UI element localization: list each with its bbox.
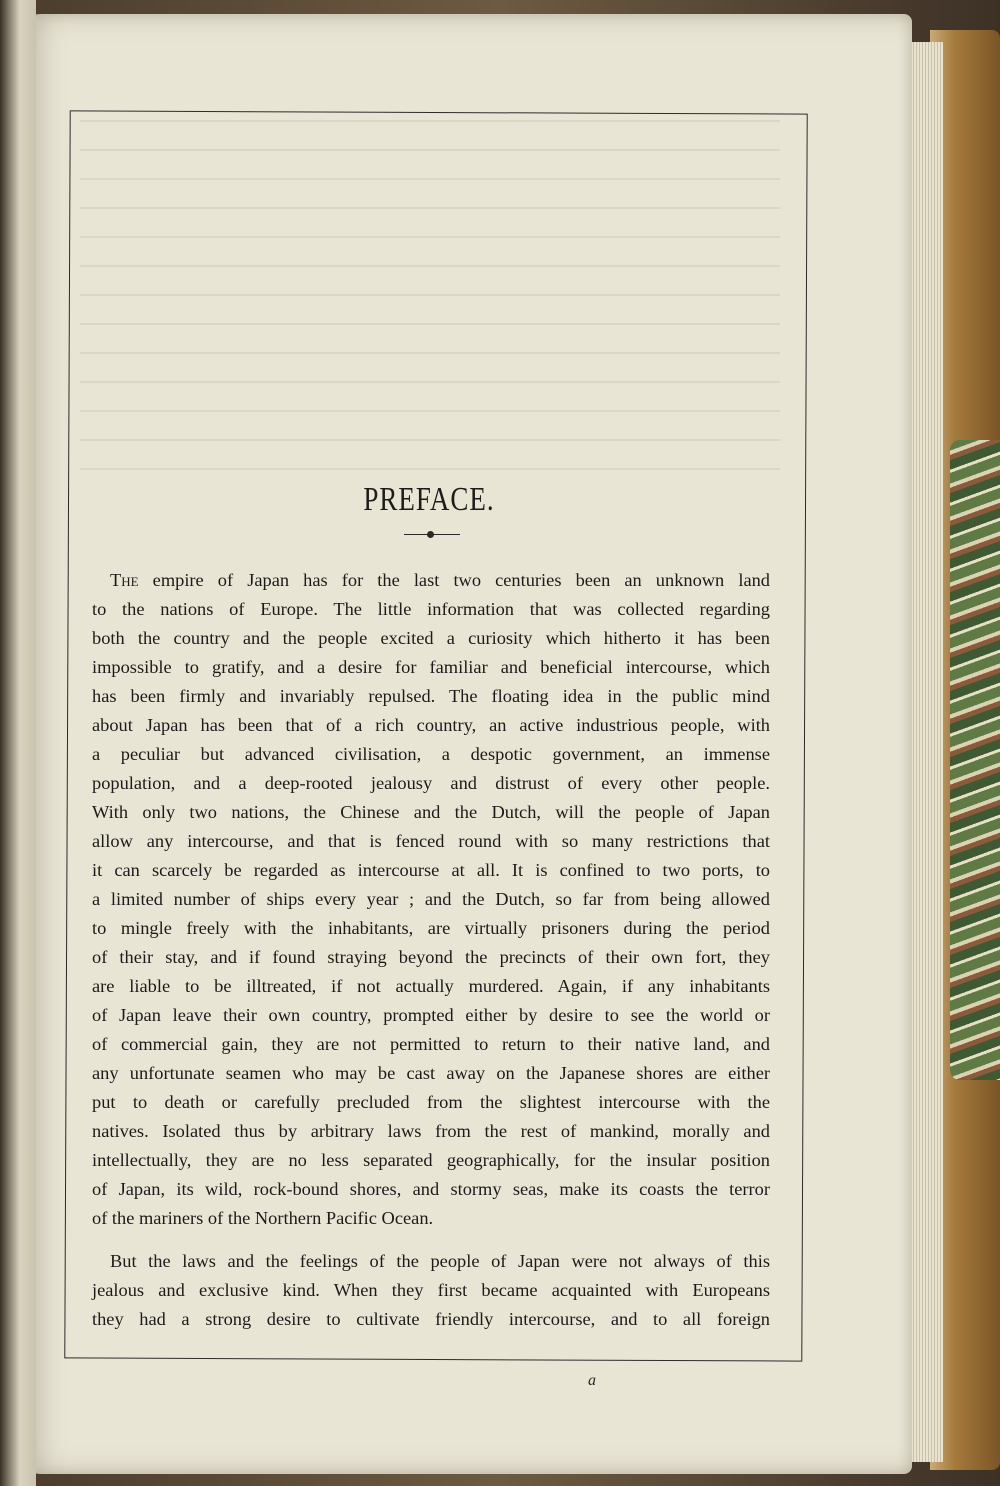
- text-line: both the country and the people excited a curiosity which hitherto it has been: [92, 628, 770, 648]
- drop-word: The: [110, 570, 139, 590]
- text-line: has been firmly and invariably repulsed. The floating idea in the public mind: [92, 686, 770, 706]
- text-line: of the mariners of the Northern Pacific Ocean.: [92, 1208, 434, 1228]
- text-line: about Japan has been that of a rich country, an active industrious people, with: [92, 715, 770, 735]
- text-line: jealous and exclusive kind. When they first became acquainted with Europeans: [92, 1280, 770, 1300]
- text-line: of Japan leave their own country, prompted either by desire to see the world or: [92, 1005, 770, 1025]
- text-line: a limited number of ships every year ; and the Dutch, so far from being allowed: [92, 889, 770, 909]
- title-divider-ornament: [427, 531, 434, 538]
- text-line: to mingle freely with the inhabitants, are virtually prisoners during the period: [92, 918, 770, 938]
- text-line: natives. Isolated thus by arbitrary laws from the rest of mankind, morally and: [92, 1121, 770, 1141]
- text-line: a peculiar but advanced civilisation, a despotic government, an immense: [92, 744, 770, 764]
- text-line: are liable to be illtreated, if not actually murdered. Again, if any inhabitants: [92, 976, 770, 996]
- paragraph-1: [92, 566, 770, 1233]
- signature-mark: a: [588, 1372, 596, 1389]
- text-line: of Japan, its wild, rock-bound shores, and stormy seas, make its coasts the terror: [92, 1179, 770, 1199]
- text-line: of commercial gain, they are not permitted to return to their native land, and: [92, 1034, 770, 1054]
- text-line: The empire of Japan has for the last two centuries been an unknown land: [110, 570, 770, 590]
- paragraph-2: [92, 1247, 770, 1334]
- text-line: intellectually, they are no less separated geographically, for the insular position: [92, 1150, 770, 1170]
- paragraph-gap: [92, 1233, 770, 1247]
- page-title: PREFACE.: [363, 480, 495, 518]
- book-gutter: [0, 0, 36, 1486]
- text-line: it can scarcely be regarded as intercourse at all. It is confined to two ports, to: [92, 860, 770, 880]
- text-line: of their stay, and if found straying beyond the precincts of their own fort, they: [92, 947, 770, 967]
- text-line: any unfortunate seamen who may be cast away on the Japanese shores are either: [92, 1063, 770, 1083]
- preface-body: [92, 566, 770, 1334]
- text-line: to the nations of Europe. The little information that was collected regarding: [92, 599, 770, 619]
- text-line: they had a strong desire to cultivate friendly intercourse, and to all foreign: [92, 1309, 770, 1329]
- text-line: allow any intercourse, and that is fenced round with so many restrictions that: [92, 831, 770, 851]
- text-line: put to death or carefully precluded from the slightest intercourse with the: [92, 1092, 770, 1112]
- text-line: But the laws and the feelings of the people of Japan were not always of this: [110, 1251, 770, 1271]
- text-line: With only two nations, the Chinese and the Dutch, will the people of Japan: [92, 802, 770, 822]
- text-line: impossible to gratify, and a desire for familiar and beneficial intercourse, which: [92, 657, 770, 677]
- marbled-endpaper: [950, 440, 1000, 1080]
- text-line: population, and a deep-rooted jealousy and distrust of every other people.: [92, 773, 770, 793]
